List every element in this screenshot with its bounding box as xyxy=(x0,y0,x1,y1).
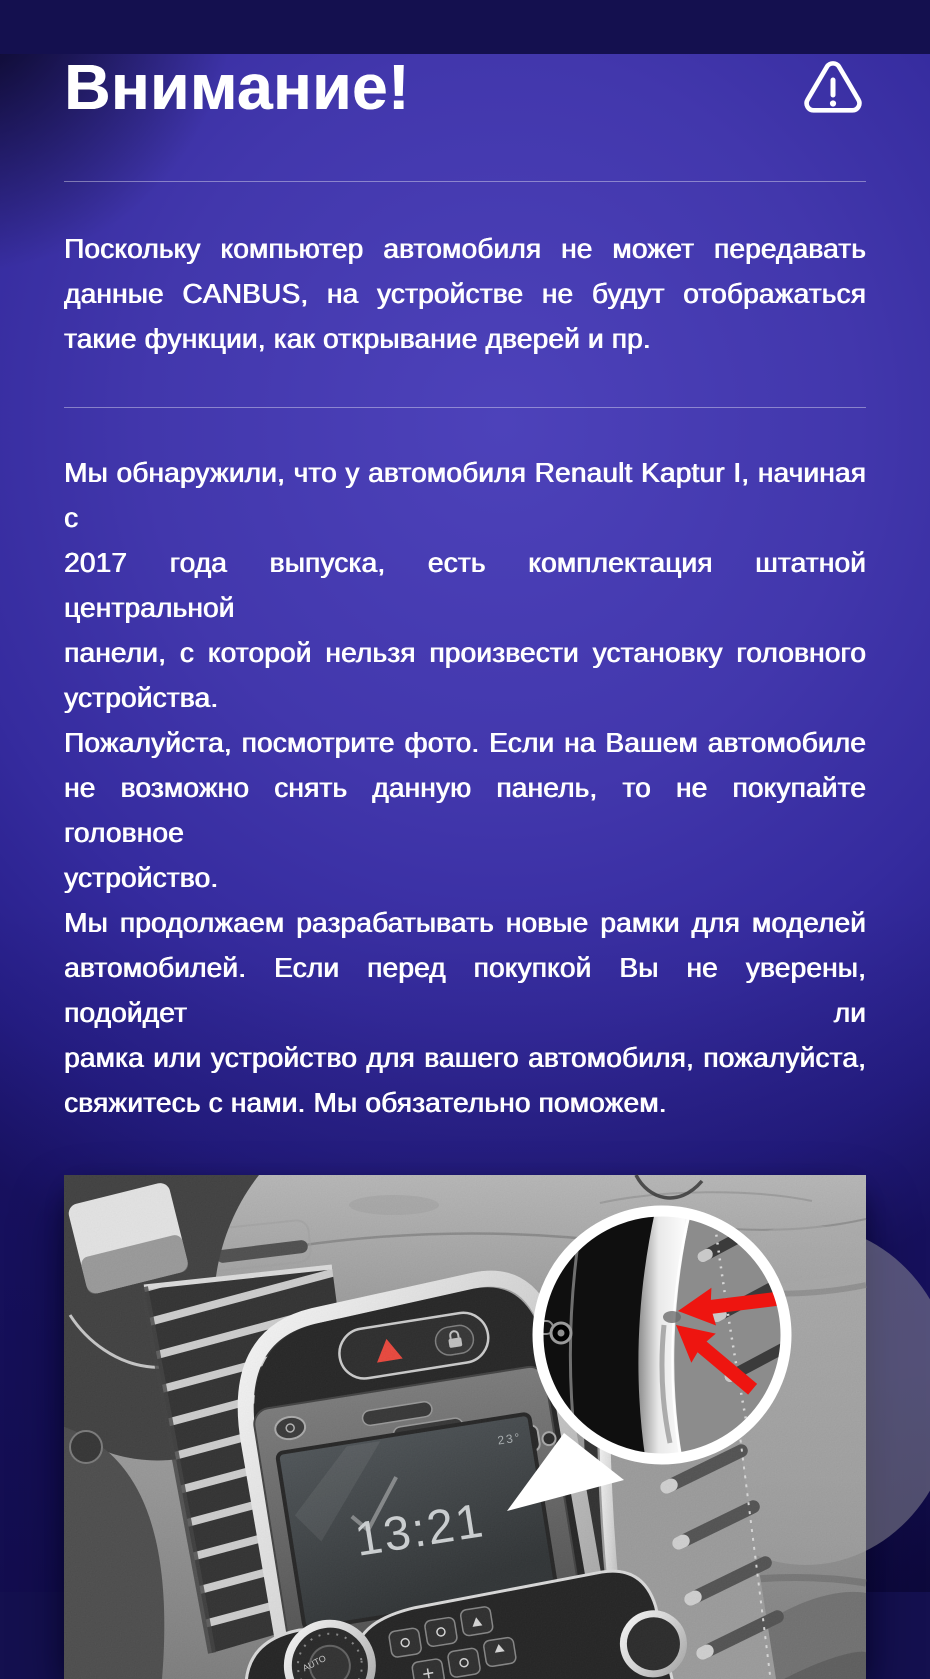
text-line: Поскольку компьютер автомобиля не может передавать xyxy=(64,233,866,264)
divider-top xyxy=(64,181,866,182)
text-line: свяжитесь с нами. Мы обязательно поможем. xyxy=(64,1087,667,1118)
text-line: Мы продолжаем разрабатывать новые рамки для моделей xyxy=(64,907,866,938)
text-line: 2017 года выпуска, есть комплектация штатной центральной xyxy=(64,547,866,623)
divider-middle xyxy=(64,407,866,408)
text-line: Пожалуйста, посмотрите фото. Если на Вашем автомобиле xyxy=(64,727,866,758)
paragraph-contact-us xyxy=(64,900,866,1125)
paragraph-kaptur xyxy=(64,450,866,720)
text-line: устройство. xyxy=(64,862,219,893)
warning-triangle-icon xyxy=(800,58,866,118)
text-line: панели, с которой нельзя произвести установку головного xyxy=(64,637,866,668)
paragraph-canbus xyxy=(64,226,866,361)
dashboard-photo xyxy=(64,1175,866,1679)
page-title: Внимание! xyxy=(64,51,410,123)
text-line: автомобилей. Если перед покупкой Вы не уверены, подойдет ли xyxy=(64,952,866,1028)
text-line: данные CANBUS, на устройстве не будут отображаться xyxy=(64,278,866,309)
text-line: не возможно снять данную панель, то не покупайте головное xyxy=(64,772,866,848)
content-column xyxy=(0,51,930,1679)
promo-page xyxy=(0,51,930,1592)
text-line: Мы обнаружили, что у автомобиля Renault Kaptur I, начиная с xyxy=(64,457,866,533)
text-line: такие функции, как открывание дверей и пр. xyxy=(64,323,651,354)
paragraph-check-photo xyxy=(64,720,866,900)
text-line: устройства. xyxy=(64,682,219,713)
notice-block xyxy=(64,450,866,1125)
text-line: рамка или устройство для вашего автомобиля, пожалуйста, xyxy=(64,1042,866,1073)
header xyxy=(64,51,866,136)
